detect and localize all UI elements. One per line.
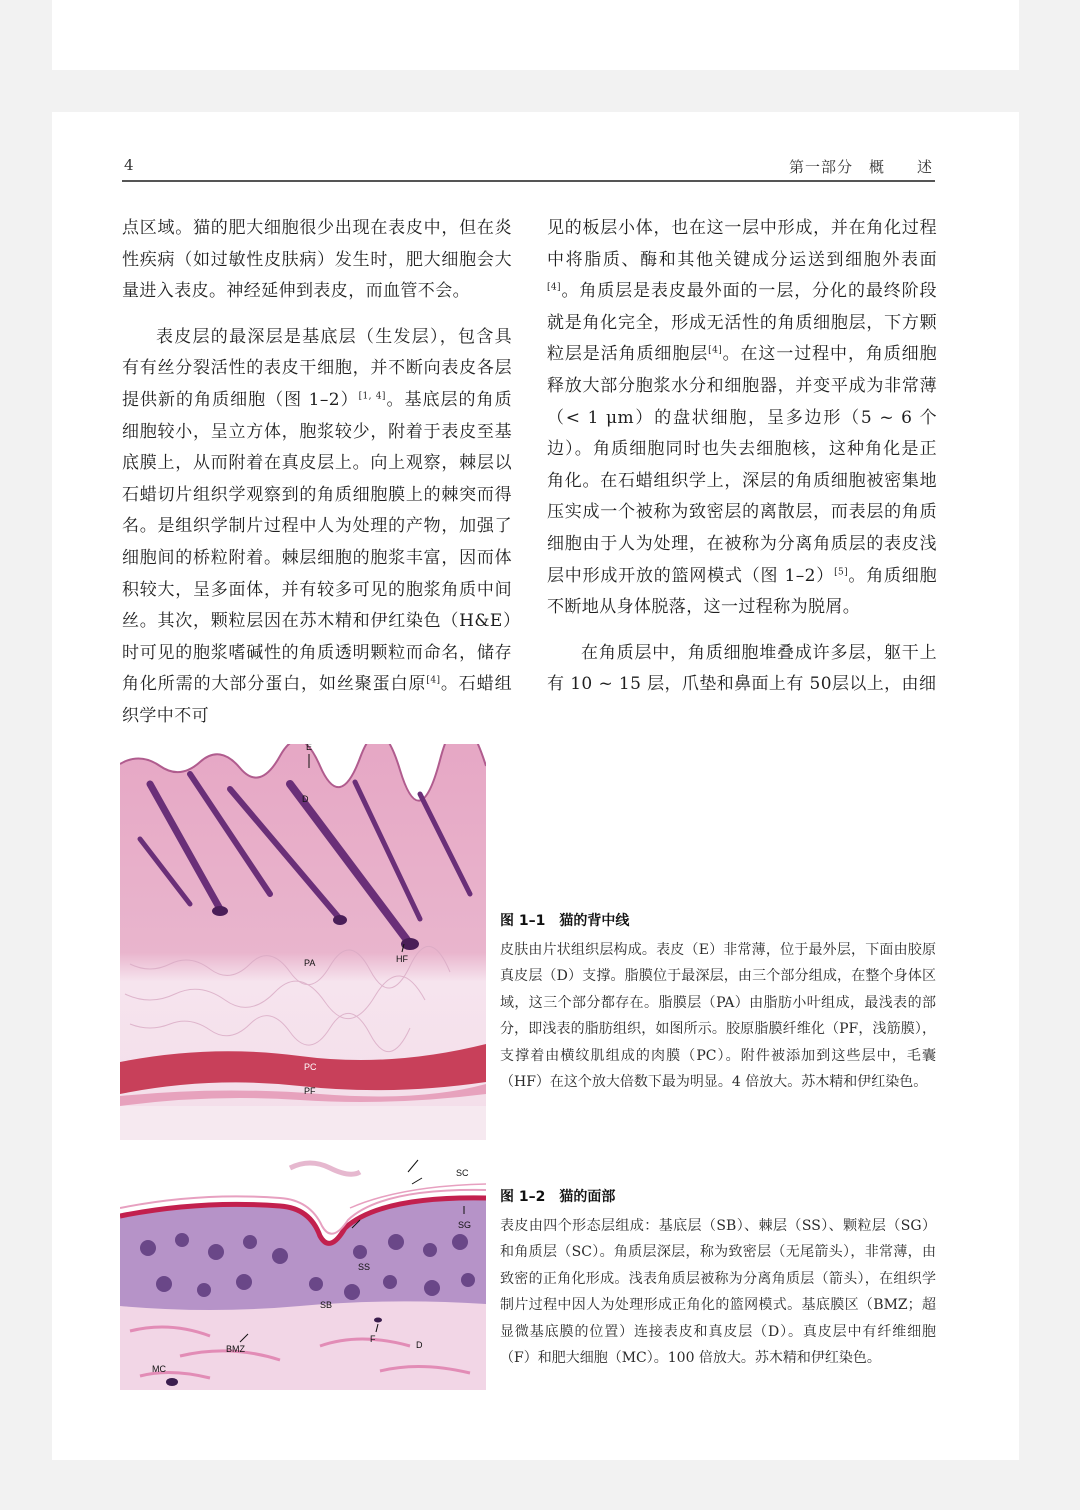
header-rule xyxy=(122,180,935,182)
caption-text: 皮肤由片状组织层构成。表皮（E）非常薄，位于最外层，下面由胶原真皮层（D）支撑。脂膜位于最深层，由三个部分组成，在整个身体区域，这三个部分都存在。脂膜层（PA）由脂肪小叶组成，最浅表的部分，即浅表的脂肪组织，如图所示。胶原脂膜纤维化（PF，浅筋膜），支撑着由横纹肌组成的肉膜（PC）。附件被添加到这些层中，毛囊（HF）在这个放大倍数下最为明显。4 倍放大。苏木精和伊红染色。 xyxy=(500,941,936,1090)
paragraph: 见的板层小体，也在这一层中形成，并在角化过程中将脂质、酶和其他关键成分运送到细胞外表面[4]。角质层是表皮最外面的一层，分化的最终阶段就是角化完全，形成无活性的角质细胞层，下方颗粒层是活角质细胞层[4]。在这一过程中，角质细胞释放大部分胞浆水分和细胞器，并变平成为非常薄（< 1 μm）的盘状细胞，呈多边形（5 ~ 6 个边）。角质细胞同时也失去细胞核，这种角化是正角化。在石蜡组织学上，深层的角质细胞被密集地压实成一个被称为致密层的离散层，而表层的角质细胞由于人为处理，在被称为分离角质层的表皮浅层中形成开放的篮网模式（图 1–2）[5]。角质细胞不断地从身体脱落，这一过程称为脱屑。 xyxy=(547,218,937,618)
previous-page-edge xyxy=(52,0,1019,70)
histology-image-dorsal xyxy=(120,744,486,1140)
citation: [1, 4] xyxy=(358,391,386,402)
citation: [4] xyxy=(708,345,723,356)
citation: [4] xyxy=(426,675,441,686)
left-column xyxy=(122,213,512,733)
section-title: 第一部分 概 述 xyxy=(788,158,933,176)
caption-title: 图 1–2 猫的面部 xyxy=(500,1189,616,1205)
paragraph: 在角质层中，角质细胞堆叠成许多层，躯干上有 10 ~ 15 层，爪垫和鼻面上有 50层以上，由细 xyxy=(547,642,937,695)
label-D: D xyxy=(416,1340,423,1350)
caption-text: 表皮由四个形态层组成：基底层（SB）、棘层（SS）、颗粒层（SG）和角质层（SC）。角质层深层，称为致密层（无尾箭头），非常薄，由致密的正角化形成。浅表角质层被称为分离角质层（箭头），在组织学制片过程中因人为处理形成正角化的篮网模式。基底膜区（BMZ；超显微基底膜的位置）连接表皮和真皮层（D）。真皮层中有纤维细胞（F）和肥大细胞（MC）。100 倍放大。苏木精和伊红染色。 xyxy=(500,1217,936,1366)
figure-1-2-micrograph xyxy=(120,1156,486,1390)
label-SB: SB xyxy=(320,1300,333,1310)
paragraph: 表皮层的最深层是基底层（生发层），包含具有有丝分裂活性的表皮干细胞，并不断向表皮各层提供新的角质细胞（图 1–2）[1, 4]。基底层的角质细胞较小，呈立方体，胞浆较少，附着于表皮至基底膜上，从而附着在真皮层上。向上观察，棘层以石蜡切片组织学观察到的角质细胞膜上的棘突而得名。是组织学制片过程中人为处理的产物，加强了细胞间的桥粒附着。棘层细胞的胞浆丰富，因而体积较大，呈多面体，并有较多可见的胞浆角质中间丝。其次，颗粒层因在苏木精和伊红染色（H&E）时可见的胞浆嗜碱性的角质透明颗粒而命名，储存角化所需的大部分蛋白，如丝聚蛋白原[4]。石蜡组织学中不可 xyxy=(122,326,512,726)
label-SG: SG xyxy=(458,1220,472,1230)
label-HF: HF xyxy=(396,954,408,964)
histology-image-face xyxy=(120,1156,486,1390)
page-number: 4 xyxy=(124,156,134,174)
paragraph: 点区域。猫的肥大细胞很少出现在表皮中，但在炎性疾病（如过敏性皮肤病）发生时，肥大细胞会大量进入表皮。神经延伸到表皮，而血管不会。 xyxy=(122,218,512,302)
label-F: F xyxy=(370,1334,376,1344)
citation: [4] xyxy=(547,282,561,293)
label-SS: SS xyxy=(358,1262,371,1272)
label-D: D xyxy=(302,794,309,804)
label-SC: SC xyxy=(456,1168,469,1178)
figure-1-2-caption xyxy=(500,1184,936,1372)
label-MC: MC xyxy=(152,1364,166,1374)
label-E: E xyxy=(306,744,313,752)
figure-1-1-caption xyxy=(500,908,936,1096)
caption-title: 图 1–1 猫的背中线 xyxy=(500,913,630,929)
label-PC: PC xyxy=(304,1062,317,1072)
label-PF: PF xyxy=(304,1086,316,1096)
page xyxy=(52,112,1019,1460)
label-BMZ: BMZ xyxy=(226,1344,245,1354)
figure-1-1-micrograph xyxy=(120,744,486,1140)
right-column xyxy=(547,213,937,701)
label-PA: PA xyxy=(304,958,316,968)
citation: [5] xyxy=(834,566,849,577)
